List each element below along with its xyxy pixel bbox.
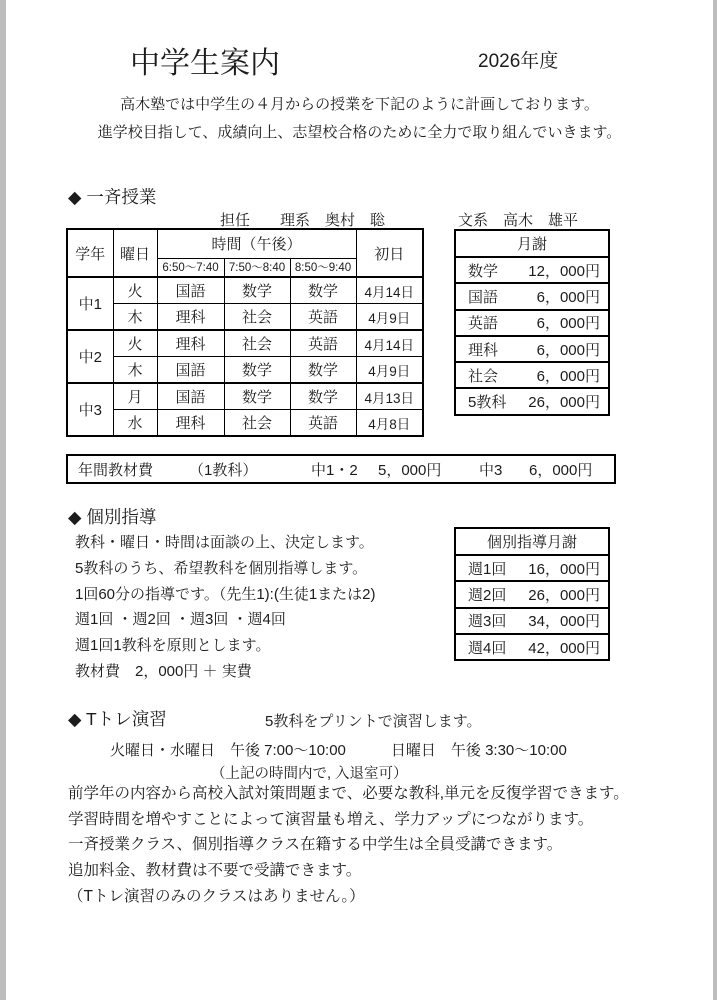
frequency-cell: 週3回 — [468, 613, 507, 631]
period-cell: 理科 — [157, 304, 224, 331]
materials-fee-grade3-price: 6，000円 — [529, 462, 593, 479]
materials-fee-label: 年間教材費 — [78, 462, 154, 479]
tuition-table-header: 月謝 — [455, 230, 609, 257]
day-cell: 火 — [113, 277, 157, 304]
price-cell: 6，000円 — [536, 288, 600, 306]
individual-note-line: 教科・曜日・時間は面談の上、決定します。 — [75, 534, 374, 551]
price-cell: 12，000円 — [528, 262, 600, 280]
subject-cell: 社会 — [468, 367, 499, 385]
price-cell: 6，000円 — [536, 367, 600, 385]
period-cell: 社会 — [224, 330, 290, 357]
subject-cell: 5教科 — [468, 394, 507, 412]
section-heading-group-lessons: ◆ 一斉授業 — [68, 187, 157, 207]
price-cell: 26，000円 — [528, 586, 600, 604]
first-day-cell: 4月9日 — [356, 304, 423, 331]
frequency-cell: 週4回 — [468, 639, 507, 657]
first-day-cell: 4月14日 — [356, 330, 423, 357]
subject-cell: 英語 — [468, 315, 499, 333]
teacher-science-label: 担任 理系 奥村 聡 — [220, 212, 386, 229]
page-title: 中学生案内 — [130, 47, 280, 80]
period-cell: 英語 — [290, 410, 356, 437]
frequency-cell: 週1回 — [468, 560, 507, 578]
col-header-time: 時間（午後） — [157, 229, 356, 258]
subject-cell: 理科 — [468, 341, 499, 359]
document-page — [6, 0, 713, 1000]
period-cell: 理科 — [157, 410, 224, 437]
individual-notes — [75, 530, 376, 685]
col-header-day: 曜日 — [113, 229, 157, 277]
ttraining-schedule-line: 火曜日・水曜日 午後 7:00～10:00 日曜日 午後 3:30～10:00 — [110, 742, 567, 759]
period-cell: 社会 — [224, 304, 290, 331]
grade-cell: 中1 — [67, 277, 113, 330]
section-heading-ttraining: ◆ Tトレ演習 — [68, 709, 167, 729]
period-cell: 英語 — [290, 330, 356, 357]
period-cell: 数学 — [224, 357, 290, 384]
subject-cell: 数学 — [468, 262, 499, 280]
price-cell: 42，000円 — [528, 639, 600, 657]
time-slot-2: 7:50～8:40 — [224, 258, 290, 277]
materials-fee-grade12-label: 中1・2 — [311, 462, 358, 479]
grade-cell: 中3 — [67, 383, 113, 436]
frequency-cell: 週2回 — [468, 586, 507, 604]
price-cell: 26，000円 — [528, 394, 600, 412]
period-cell: 数学 — [290, 357, 356, 384]
grade-cell: 中2 — [67, 330, 113, 383]
individual-note-line: 週1回 ・週2回 ・週3回 ・週4回 — [75, 611, 286, 629]
monthly-tuition-table — [454, 229, 610, 416]
ttraining-paragraph-line: 追加料金、教材費は不要で受講できます。 — [68, 862, 362, 880]
individual-note-line: 5教科のうち、希望教科を個別指導します。 — [75, 559, 368, 577]
period-cell: 社会 — [224, 410, 290, 437]
price-cell: 6，000円 — [536, 341, 600, 359]
ttraining-paragraph-line: （Tトレ演習のみのクラスはありません。） — [68, 887, 365, 905]
period-cell: 数学 — [290, 383, 356, 410]
day-cell: 木 — [113, 357, 157, 384]
ttraining-subtitle: 5教科をプリントで演習します。 — [265, 713, 482, 730]
individual-tuition-header: 個別指導月謝 — [455, 528, 609, 555]
time-slot-3: 8:50～9:40 — [290, 258, 356, 277]
price-cell: 34，000円 — [528, 613, 600, 631]
ttraining-paragraph-line: 一斉授業クラス、個別指導クラス在籍する中学生は全員受講できます。 — [68, 836, 563, 854]
first-day-cell: 4月13日 — [356, 383, 423, 410]
price-cell: 6，000円 — [536, 315, 600, 333]
period-cell: 数学 — [224, 383, 290, 410]
intro-line-2: 進学校目指して、成績向上、志望校合格のために全力で取り組んでいきます。 — [97, 123, 622, 141]
intro-line-1: 高木塾では中学生の４月からの授業を下記のように計画しております。 — [120, 96, 599, 113]
period-cell: 国語 — [157, 277, 224, 304]
period-cell: 英語 — [290, 304, 356, 331]
individual-note-line: 週1回1教科を原則とします。 — [75, 637, 271, 655]
day-cell: 月 — [113, 383, 157, 410]
col-header-grade: 学年 — [67, 229, 113, 277]
day-cell: 木 — [113, 304, 157, 331]
period-cell: 理科 — [157, 330, 224, 357]
col-header-first-day: 初日 — [356, 229, 423, 277]
ttraining-paragraph-line: 学習時間を増やすことによって演習量も増え、学力アップにつながります。 — [68, 810, 594, 828]
individual-note-line: 1回60分の指導です。（先生1):(生徒1または2) — [75, 585, 376, 603]
individual-tuition-table — [454, 527, 610, 661]
price-cell: 16，000円 — [528, 560, 600, 578]
period-cell: 国語 — [157, 383, 224, 410]
schedule-table — [66, 228, 424, 437]
section-heading-individual: ◆ 個別指導 — [68, 507, 157, 527]
period-cell: 数学 — [290, 277, 356, 304]
intro-paragraph — [6, 91, 713, 146]
materials-fee-box — [66, 454, 616, 484]
period-cell: 国語 — [157, 357, 224, 384]
time-slot-1: 6:50～7:40 — [157, 258, 224, 277]
period-cell: 数学 — [224, 277, 290, 304]
first-day-cell: 4月9日 — [356, 357, 423, 384]
day-cell: 水 — [113, 410, 157, 437]
materials-fee-unit: （1教科） — [189, 462, 258, 479]
subject-cell: 国語 — [468, 288, 499, 306]
ttraining-note: （上記の時間内で, 入退室可） — [211, 766, 408, 782]
school-year-label: 2026年度 — [478, 51, 559, 72]
first-day-cell: 4月14日 — [356, 277, 423, 304]
ttraining-paragraph — [68, 781, 629, 910]
teacher-humanities-label: 文系 高木 雄平 — [458, 212, 579, 229]
ttraining-paragraph-line: 前学年の内容から高校入試対策問題まで、必要な教科,単元を反復学習できます。 — [68, 785, 629, 802]
materials-fee-grade3-label: 中3 — [479, 462, 503, 479]
day-cell: 火 — [113, 330, 157, 357]
materials-fee-grade12-price: 5，000円 — [378, 462, 442, 479]
first-day-cell: 4月8日 — [356, 410, 423, 437]
individual-note-line: 教材費 2，000円 ＋ 実費 — [75, 662, 252, 680]
